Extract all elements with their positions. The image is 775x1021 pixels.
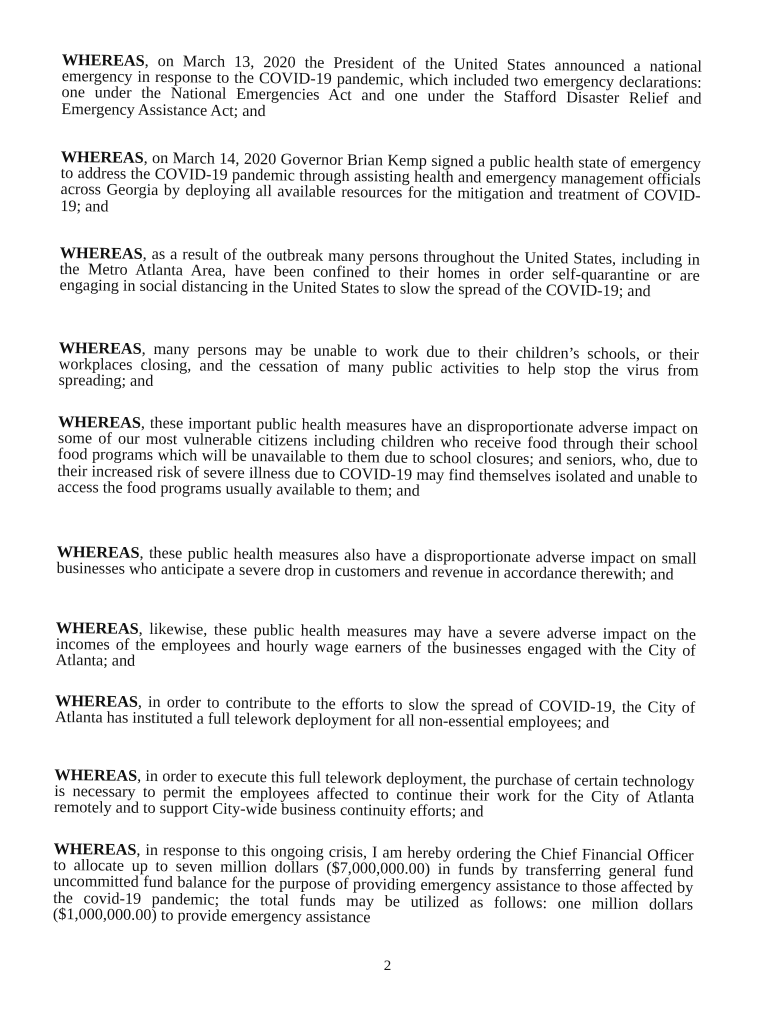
paragraph-text: , in order to contribute to the efforts to slow the spread of COVID-19, the City of Atlanta has instituted a full telework deployment for all non-essential employees; and: [54, 692, 696, 732]
paragraph-lead: WHEREAS: [58, 412, 141, 432]
document-page: [52, 51, 702, 927]
paragraph-text: , on March 14, 2020 Governor Brian Kemp signed a public health state of emergency to address the COVID-19 pandemic through assisting health and emergency management officials across Georgia by deploying all available resources for the mitigation and treatment of COVID-19; and: [60, 148, 701, 216]
paragraph-8: [55, 693, 695, 732]
paragraph-6: [57, 544, 697, 583]
paragraph-lead: WHEREAS: [56, 542, 140, 562]
paragraph-lead: WHEREAS: [58, 338, 142, 358]
paragraph-lead: WHEREAS: [61, 51, 145, 70]
paragraph-text: , as a result of the outbreak many persons throughout the United States, including in the Metro Atlanta Area, have been confined to their homes in order self-quarantine or are engaging in social distancing in the United States to slow the spread of the COVID-19; and: [59, 244, 700, 301]
paragraph-1: [61, 52, 702, 124]
paragraph-text: , many persons may be unable to work due to their children’s schools, or their workplaces closing, and the cessation of many public activities to help stop the virus from spreading; and: [58, 339, 699, 391]
paragraph-text: , on March 13, 2020 the President of the United States announced a national emergency in response to the COVID-19 pandemic, which included two emergency declarations: one under the National Emergencies Act and one under the Stafford Disaster Relief and Emergency Assistance Act; and: [61, 51, 702, 120]
paragraph-3: [59, 245, 699, 300]
paragraph-text: , in order to execute this full telework deployment, the purchase of certain technology is necessary to permit the employees affected to continue their work for the City of Atlanta remotely and to support City-wide business continuity efforts; and: [53, 766, 695, 821]
paragraph-text: , these important public health measures have an disproportionate adverse impact on some of our most vulnerable citizens including children who receive food through their school food programs which will be unavailable to them due to school closures; and seniors, who, due to their increased risk of severe illness due to COVID-19 may find themselves isolated and unable to access the food programs usually available to them; and: [57, 413, 699, 500]
paragraph-9: [54, 767, 694, 822]
paragraph-4: [58, 340, 698, 395]
paragraph-5: [57, 414, 698, 502]
paragraph-lead: WHEREAS: [60, 147, 144, 167]
paragraph-lead: WHEREAS: [53, 839, 137, 859]
paragraph-text: , these public health measures also have a disproportionate adverse impact on small businesses who anticipate a severe drop in customers and revenue in accordance therewith; and: [56, 543, 697, 584]
paragraph-text: , likewise, these public health measures may have a severe adverse impact on the incomes of the employees and hourly wage earners of the businesses engaged with the City of Atlanta; and: [55, 619, 697, 671]
paragraph-10: [53, 841, 694, 929]
paragraph-lead: WHEREAS: [55, 618, 139, 638]
paragraph-lead: WHEREAS: [55, 691, 139, 711]
paragraph-7: [56, 620, 696, 675]
paragraph-2: [60, 149, 701, 221]
paragraph-text: , in response to this ongoing crisis, I am hereby ordering the Chief Financial Officer to allocate up to seven million dollars ($7,000,000.00) in funds by transferring general fund uncommitted fund balance for the purpose of providing emergency assistance to those affected by the covid-19 pandemic; the total funds may be utilized as follows: one million dollars ($1,000,000.00) to provide emergency assistance: [52, 840, 694, 927]
paragraph-lead: WHEREAS: [59, 243, 143, 263]
paragraph-lead: WHEREAS: [54, 765, 138, 785]
page-number: 2: [383, 958, 392, 974]
